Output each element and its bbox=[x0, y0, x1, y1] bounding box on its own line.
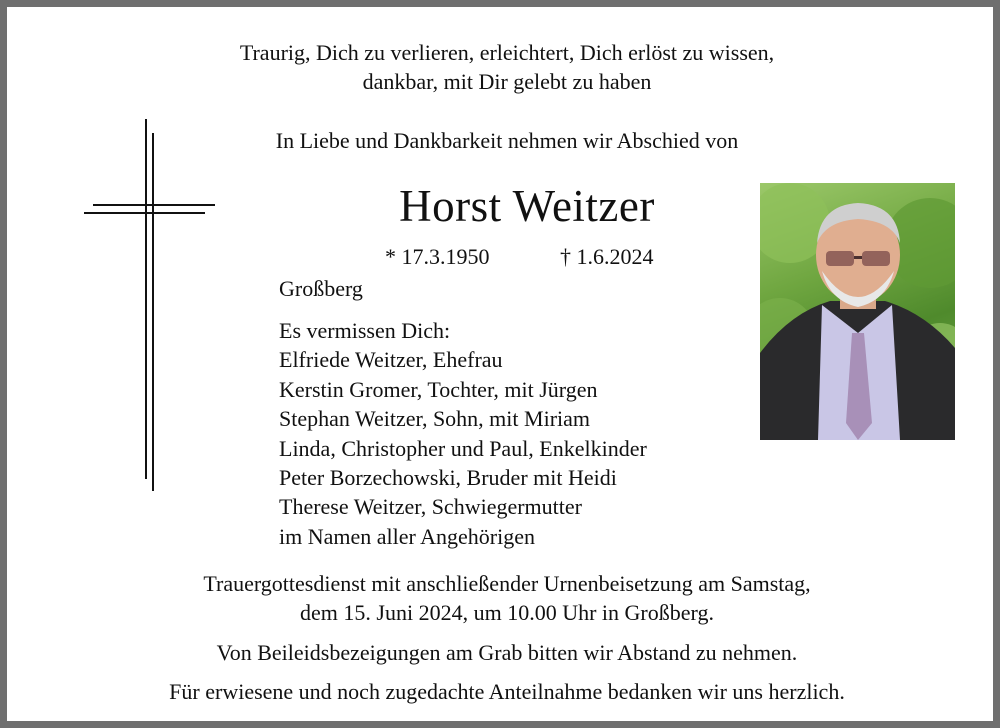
birth-date: * 17.3.1950 bbox=[385, 244, 490, 269]
mourner-line: Linda, Christopher und Paul, Enkelkinder bbox=[279, 435, 647, 461]
portrait-photo bbox=[760, 183, 955, 440]
mourner-line: Therese Weitzer, Schwiegermutter bbox=[279, 494, 582, 520]
mourner-line: Elfriede Weitzer, Ehefrau bbox=[279, 347, 503, 373]
service-line-2: dem 15. Juni 2024, um 10.00 Uhr in Großberg. bbox=[300, 600, 714, 625]
mourner-line: Stephan Weitzer, Sohn, mit Miriam bbox=[279, 406, 591, 432]
service-line-1: Trauergottesdienst mit anschließender Urnenbeisetzung am Samstag, bbox=[203, 571, 811, 596]
verse-line-2: dankbar, mit Dir gelebt zu haben bbox=[362, 69, 652, 94]
mourner-line: Es vermissen Dich: bbox=[279, 318, 451, 343]
residence-place: Großberg bbox=[279, 276, 363, 301]
mourners-list bbox=[279, 316, 647, 551]
thanks-text: Für erwiesene und noch zugedachte Anteilnahme bedanken wir uns herzlich. bbox=[169, 679, 845, 704]
mourner-line: Kerstin Gromer, Tochter, mit Jürgen bbox=[279, 376, 598, 402]
verse-line-1: Traurig, Dich zu verlieren, erleichtert, Dich erlöst zu wissen, bbox=[239, 40, 775, 65]
intro-text: In Liebe und Dankbarkeit nehmen wir Abschied von bbox=[275, 128, 739, 153]
mourner-line: im Namen aller Angehörigen bbox=[279, 523, 535, 549]
death-date: † 1.6.2024 bbox=[560, 244, 654, 269]
deceased-name: Horst Weitzer bbox=[399, 181, 655, 231]
mourner-line: Peter Borzechowski, Bruder mit Heidi bbox=[279, 465, 617, 491]
condolence-request: Von Beileidsbezeigungen am Grab bitten wir Abstand zu nehmen. bbox=[216, 640, 798, 665]
